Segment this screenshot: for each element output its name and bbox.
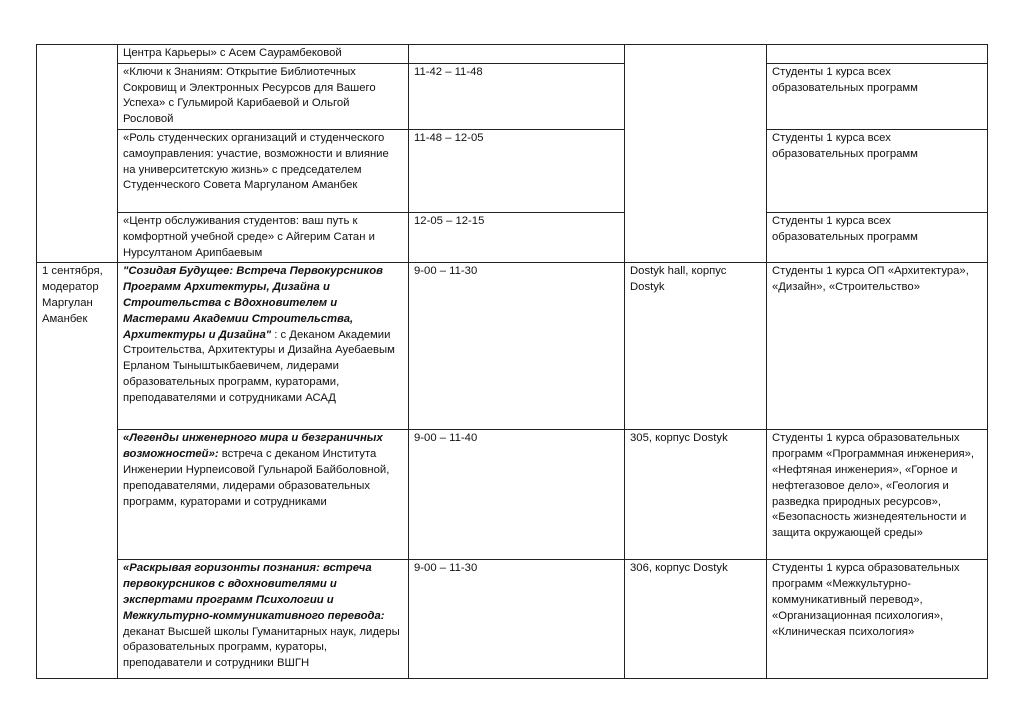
time-cell: 11-42 – 11-48 bbox=[409, 63, 625, 129]
audience-cell: Студенты 1 курса всех образовательных программ bbox=[767, 129, 988, 212]
time-cell: 11-48 – 12-05 bbox=[409, 129, 625, 212]
time-cell: 12-05 – 12-15 bbox=[409, 212, 625, 262]
event-cell bbox=[118, 560, 409, 679]
audience-cell: Студенты 1 курса образовательных программ «Программная инженерия», «Нефтяная инженерия», «Горное и нефтегазовое дело», «Геология и разведка природных ресурсов», «Безопасность жизнедеятельности и защита окружающей среды» bbox=[767, 430, 988, 560]
schedule-table bbox=[36, 44, 988, 679]
table-row bbox=[37, 63, 988, 129]
event-details: деканат Высшей школы Гуманитарных наук, лидеры образовательных программ, кураторы, преподаватели и сотрудники ВШГН bbox=[123, 625, 400, 670]
event-details: : с Деканом Академии Строительства, Архитектуры и Дизайна Ауебаевым Ерланом Тыныштыкбаевичем, лидерами образовательных программ, кураторами, преподавателями и сотрудниками АСАД bbox=[123, 328, 395, 404]
table-row bbox=[37, 45, 988, 64]
table-row bbox=[37, 263, 988, 430]
time-cell: 9-00 – 11-30 bbox=[409, 560, 625, 679]
time-cell bbox=[409, 45, 625, 64]
table-row bbox=[37, 430, 988, 560]
audience-cell: Студенты 1 курса всех образовательных программ bbox=[767, 63, 988, 129]
event-cell: Центра Карьеры» с Асем Саурамбековой bbox=[118, 45, 409, 64]
event-cell bbox=[118, 430, 409, 560]
time-cell: 9-00 – 11-40 bbox=[409, 430, 625, 560]
event-details: встреча с деканом Института Инженерии Нурпеисовой Гульнарой Байболовной, преподавателями, лидерами образовательных программ, кураторами и сотрудниками bbox=[123, 448, 390, 508]
table-row bbox=[37, 560, 988, 679]
event-cell: «Центр обслуживания студентов: ваш путь к комфортной учебной среде» с Айгерим Сатан и Нурсултаном Арипбаевым bbox=[118, 212, 409, 262]
event-title: «Раскрывая горизонты познания: встреча первокурсников с вдохновителями и экспертами программ Психологии и Межкультурно-коммуникативного перевода: bbox=[123, 562, 385, 622]
time-cell: 9-00 – 11-30 bbox=[409, 263, 625, 430]
audience-cell: Студенты 1 курса всех образовательных программ bbox=[767, 212, 988, 262]
date-cell bbox=[37, 45, 118, 263]
audience-cell: Студенты 1 курса ОП «Архитектура», «Дизайн», «Строительство» bbox=[767, 263, 988, 430]
place-cell: 305, корпус Dostyk bbox=[625, 430, 767, 560]
event-cell: «Ключи к Знаниям: Открытие Библиотечных Сокровищ и Электронных Ресурсов для Вашего Успеха» с Гульмирой Карибаевой и Ольгой Рословой bbox=[118, 63, 409, 129]
place-cell: Dostyk hall, корпус Dostyk bbox=[625, 263, 767, 430]
audience-cell bbox=[767, 45, 988, 64]
date-cell: 1 сентября, модератор Маргулан Аманбек bbox=[37, 263, 118, 679]
event-title: "Созидая Будущее: Встреча Первокурсников Программ Архитектуры, Дизайна и Строительства с Вдохновителем и Мастерами Академии Строительства, Архитектуры и Дизайна" bbox=[123, 265, 383, 341]
event-cell: «Роль студенческих организаций и студенческого самоуправления: участие, возможности и влияние на университетскую жизнь» с председателем Студенческого Совета Маргуланом Аманбек bbox=[118, 129, 409, 212]
place-cell: 306, корпус Dostyk bbox=[625, 560, 767, 679]
event-title: «Легенды инженерного мира и безграничных возможностей»: bbox=[123, 432, 383, 461]
table-row bbox=[37, 212, 988, 262]
table-row bbox=[37, 129, 988, 212]
audience-cell: Студенты 1 курса образовательных программ «Межкультурно-коммуникативный перевод», «Организационная психология», «Клиническая психология» bbox=[767, 560, 988, 679]
event-cell bbox=[118, 263, 409, 430]
place-cell bbox=[625, 45, 767, 263]
